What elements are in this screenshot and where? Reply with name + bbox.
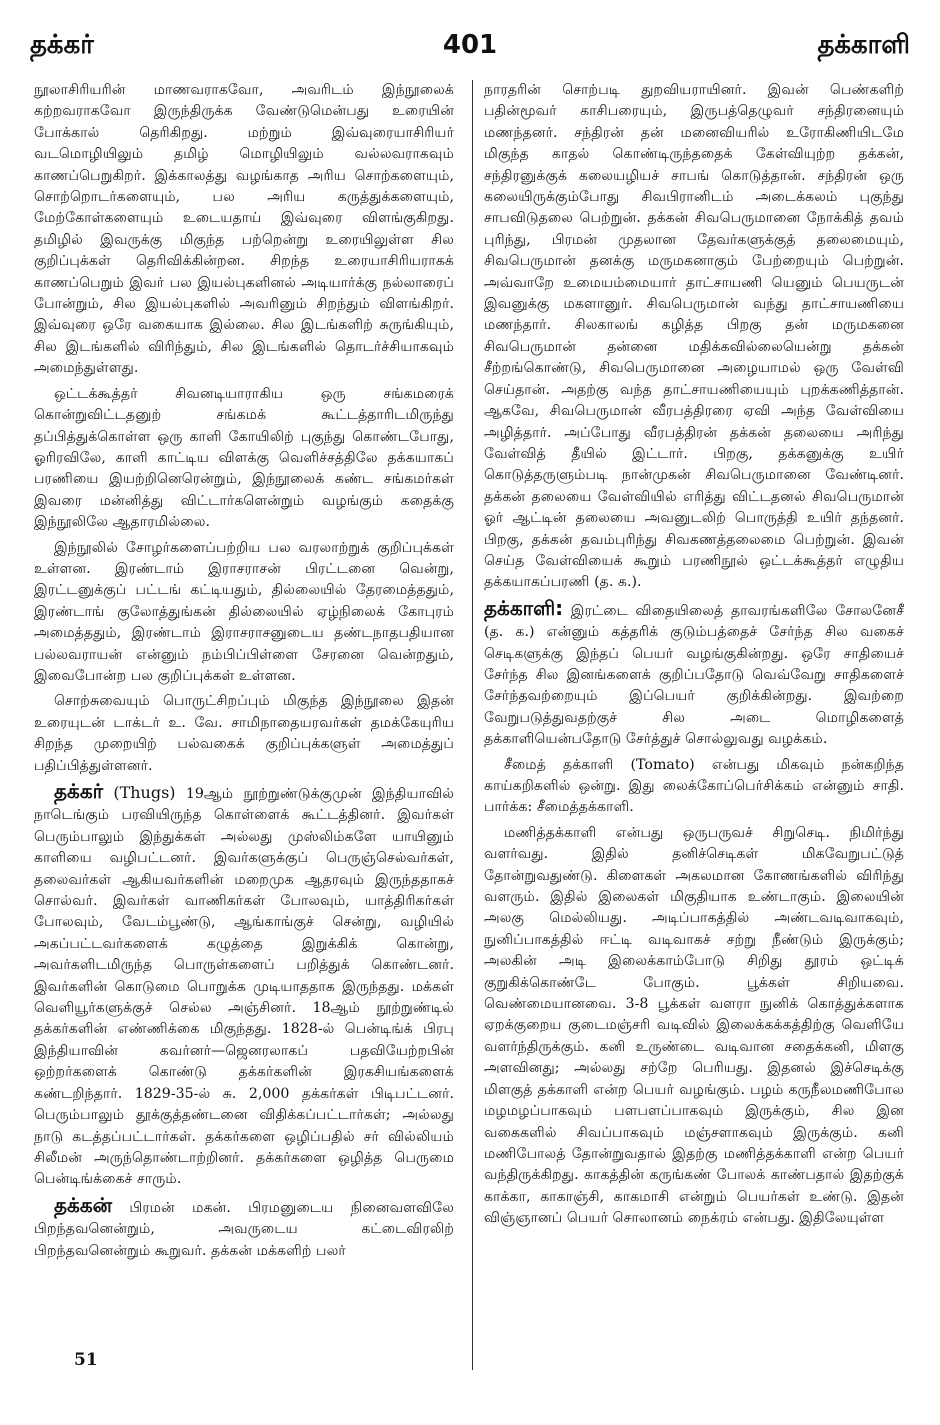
entry-term: தக்கன்	[54, 1192, 113, 1217]
entry-body: 19ஆம் நூற்றுண்டுக்குமுன் இந்தியாவில் நாடெங்கும் பரவியிருந்த கொள்ளைக் கூட்டத்தினர். இவர்கள் பெரும்பாலும் இந்துக்கள் அல்லது முஸ்லிம்களே யாயினும் காளியை வழிபட்டனர். இவர்களுக்குப் பெருஞ்செல்வர்கள், தலைவர்கள் ஆகியவர்களின் மறைமுக ஆதரவும் இருந்ததாகச் சொல்வர். இவர்கள் வாணிகர்கள் போலவும், யாத்திரிகர்கள் போலவும், வேடம்பூண்டு, ஆங்காங்குச் சென்று, வழியில் அகப்பட்டவர்களைக் கழுத்தை இறுக்கிக் கொன்று, அவர்களிடமிருந்த பொருள்களைப் பறித்துக் கொண்டனர். இவர்களின் கொடுமை பொறுக்க முடியாததாக இருந்தது. மக்கள் வெளியூர்களுக்குச் செல்ல அஞ்சினர். 18ஆம் நூற்றுண்டில் தக்கர்களின் எண்ணிக்கை மிகுந்தது. 1828-ல் பென்டிங்க் பிரபு இந்தியாவின் கவர்னர்—ஜெனரலாகப் பதவியேற்றபின் ஒற்றர்களைக் கொண்டு தக்கர்களின் இரகசியங்களைக் கண்டறிந்தார். 1829-35-ல் சு. 2,000 தக்கர்கள் பிடிபட்டனர். பெரும்பாலும் தூக்குத்தண்டனை விதிக்கப்பட்டார்கள்; அல்லது நாடு கடத்தப்பட்டார்கள். தக்கர்களை ஒழிப்பதில் சர் வில்லியம் சிலீமன் அருந்தொண்டாற்றினர். தக்கர்களை ஒழித்த பெருமை பென்டிங்க்கைச் சாரும்.	[34, 786, 454, 1188]
paragraph: நாரதரின் சொற்படி துறவியராயினர். இவன் பெண்களிற் பதின்மூவர் காசிபரையும், இருபத்தெழுவர் சந்திரனையும் மணந்தனர். சந்திரன் தன் மனைவியரில் உரோகிணியிடமே மிகுந்த காதல் கொண்டிருந்ததைக் கேள்வியுற்ற தக்கன், சந்திரனுக்குக் கலையழியச் சாபங் கொடுத்தான். சந்திரன் ஒரு கலையிருக்கும்போது சிவபிரானிடம் அடைக்கலம் புகுந்து சாபவிடுதலை பெற்றுன். தக்கன் சிவபெருமானை நோக்கித் தவம் புரிந்து, பிரமன் முதலான தேவர்களுக்குத் தலைமையும், சிவபெருமான் தனக்கு மருமகனாகும் பேற்றையும் பெற்றுன். அவ்வாறே உமையம்மையார் தாட்சாயணி யெனும் பெயருடன் இவனுக்கு மகளானுர். சிவபெருமான் வந்து தாட்சாயணியை மணந்தார். சிலகாலங் கழித்த பிறகு தன் மருமகனை சிவபெருமான் தன்னை மதிக்கவில்லையென்று தக்கன் சீற்றங்கொண்டு, சிவபெருமானை அழையாமல் ஒரு வேள்வி செய்தான். அதற்கு வந்த தாட்சாயணியையும் புறக்கணித்தான். ஆகவே, சிவபெருமான் வீரபத்திரரை ஏவி அந்த வேள்வியை அழித்தார். அப்போது வீரபத்திரன் தக்கன் தலையை அரிந்து வேள்வித் தீயில் இட்டார். பிறகு, தக்கனுக்கு உயிர் கொடுத்தருளும்படி நான்முகன் சிவபெருமானை வேண்டினர். தக்கன் தலையை வேள்வியில் எரித்து விட்டதனல் சிவபெருமான் ஓர் ஆட்டின் தலையை அவனுடலிற் பொருத்தி உயிர் தந்தனர். பிறகு, தக்கன் தவம்புரிந்து சிவகணத்தலைமை பெற்றுன். இவன் செய்த வேள்வியைக் கூறும் பரணிநூல் ஒட்டக்கூத்தர் எழுதிய தக்கயாகப்பரணி (த. க.).	[484, 82, 904, 591]
paragraph: ஒட்டக்கூத்தர் சிவனடியாராகிய ஒரு சங்கமரைக் கொன்றுவிட்டதனுற் சங்கமக் கூட்டத்தாரிடமிருந்து தப்பித்துக்கொள்ள ஒரு காளி கோயிலிற் புகுந்து கொண்டபோது, ஓரிரவிலே, காளி காட்டிய விளக்கு வெளிச்சத்திலே தக்கயாகப் பரணியை இயற்றினெரென்றும், இந்நூலைக் கண்ட சங்கமர்கள் இவரை மன்னித்து விட்டார்களென்றும் வழங்கும் கதைக்கு இந்நூலிலே ஆதாரமில்லை.	[34, 385, 454, 531]
entry-thakkan	[34, 1192, 454, 1262]
running-head-left: தக்கர்	[30, 30, 94, 60]
entry-term: தக்கர்	[54, 779, 104, 803]
entry-thugs	[34, 781, 454, 1191]
paragraph: மணித்தக்காளி என்பது ஒருபருவச் சிறுசெடி. நிமிர்ந்து வளர்வது. இதில் தனிச்செடிகள் மிகவேறுபட்டுத் தோன்றுவதுண்டு. கிளைகள் அகலமான கோணங்களில் விரிந்து வளரும். இதில் இலைகள் மிகுதியாக உண்டாகும். இலையின் அலகு மெல்லியது. அடிப்பாகத்தில் அண்டவடிவாகவும், நுனிப்பாகத்தில் ஈட்டி வடிவாகச் சற்று நீண்டும் இருக்கும்; அலகின் அடி இலைக்காம்போடு சிறிது தூரம் ஒட்டிக் குறுகிக்கொண்டே போகும். பூக்கள் சிறியவை. வெண்மையானவை. 3-8 பூக்கள் வளரா நுனிக் கொத்துக்களாக ஏறக்குறைய குடைமஞ்சரி வடிவில் இலைக்கக்கத்திற்கு வெளியே வளர்ந்திருக்கும். கனி உருண்டை வடிவான சதைக்கனி, மிளகு அளவினது; அல்லது சற்றே பெரியது. இதனல் இச்செடிக்கு மிளகுத் தக்காளி என்ற பெயர் வழங்கும். பழம் கருநீலமணிபோல மழமழப்பாகவும் பளபளப்பாகவும் இருக்கும், சில இன வகைகளில் சிவப்பாகவும் மஞ்சளாகவும் இருக்கும். கனி மணிபோலத் தோன்றுவதால் இதற்கு மணித்தக்காளி என்ற பெயர் வந்திருக்கிறது. காகத்தின் கருங்கண் போலக் காண்பதால் இதற்குக் காக்கா, காகாஞ்சி, காகமாசி என்றும் பெயர்கள் உண்டு. இதன் விஞ்ஞானப் பெயர் சொலானம் நைக்ரம் என்பது. இதிலேயுள்ள	[484, 824, 904, 1227]
entry-body: இரட்டை விதையிலைத் தாவரங்களிலே சோலனேசீ (த. க.) என்னும் கத்தரிக் குடும்பத்தைச் சேர்ந்த சில வகைச் செடிகளுக்கு இந்தப் பெயர் வழங்குகின்றது. ஒரே சாதியைச் சேர்ந்த சில இனங்களைக் குறிப்பதோடு வெவ்வேறு சாதிகளைச் சேர்ந்தவற்றையும் இப்பெயர் குறிக்கின்றது. இவற்றை வேறுபடுத்துவதற்குச் சில அடை மொழிகளைத் தக்காளியென்பதோடு சேர்த்துச் சொல்லுவது வழக்கம்.	[484, 602, 904, 748]
left-column	[34, 80, 454, 1266]
page-number: 401	[442, 30, 498, 60]
paragraph: சீமைத் தக்காளி (Tomato) என்பது மிகவும் நன்கறிந்த காய்கறிகளில் ஒன்று. இது லைக்கோப்பெர்சிக்கம் என்னும் சாதி. பார்க்க: சீமைத்தக்காளி.	[484, 756, 904, 816]
footer-signature: 51	[74, 1350, 98, 1370]
paragraph: இந்நூலில் சோழர்களைப்பற்றிய பல வரலாற்றுக் குறிப்புக்கள் உள்ளன. இரண்டாம் இராசராசன் பிரட்டனை வென்று, இரட்டனுக்குப் பட்டங் கட்டியதும், தில்லையில் தேரமைத்ததும், இரண்டாங் குலோத்துங்கன் தில்லையில் ஏழ்நிலைக் கோபுரம் அமைத்ததும், இரண்டாம் இராசராசனுடைய தண்டநாதபதியான பல்லவராயன் என்னும் நம்பிப்பிள்ளை சேரனை வென்றதும், இவைபோன்ற பல குறிப்புக்கள் உள்ளன.	[34, 539, 454, 684]
entry-tomato	[484, 595, 904, 751]
entry-term-english: (Thugs)	[113, 783, 176, 802]
entry-term: தக்காளி:	[484, 595, 564, 620]
right-column	[484, 80, 904, 1234]
running-head-right: தக்காளி	[817, 30, 910, 60]
column-divider	[472, 80, 473, 1370]
paragraph: நூலாசிரியரின் மாணவராகவோ, அவரிடம் இந்நூலைக் கற்றவராகவோ இருந்திருக்க வேண்டுமென்பது உரையின் போக்கால் தெரிகிறது. மற்றும் இவ்வுரையாசிரியர் வடமொழியிலும் தமிழ் மொழியிலும் வல்லவராகவும் காணப்பெறுகிறர். இக்காலத்து வழங்காத அரிய சொற்களையும், சொற்றொடர்களையும், பல அரிய கருத்துக்களையும், மேற்கோள்களையும் உடையதாய் இவ்வுரை விளங்குகிறது. தமிழில் இவருக்கு மிகுந்த பற்றென்று உரையிலுள்ள சில குறிப்புக்கள் தெரிவிக்கின்றன. சிறந்த உரையாசிரியராகக் காணப்பெறும் இவர் பல இயல்புகளினல் அடியார்க்கு நல்லாரைப் போன்றும், சில இயல்புகளில் அவரினும் சிறந்தும் விளங்கிறர். இவ்வுரை ஒரே வகையாக இல்லை. சில இடங்களிற் சுருங்கியும், சில இடங்களில் விரிந்தும், சில இடங்களில் தொடர்ச்சியாகவும் அமைந்துள்ளது.	[34, 82, 454, 377]
paragraph: சொற்சுவையும் பொருட்சிறப்பும் மிகுந்த இந்நூலை இதன் உரையுடன் டாக்டர் உ. வே. சாமிநாதையரவர்கள் தமக்கேயுரிய சிறந்த முறையிற் பல்வகைக் குறிப்புக்களுள் அமைத்துப் பதிப்பித்துள்ளனர்.	[34, 693, 454, 774]
entry-body: பிரமன் மகன். பிரமனுடைய நினைவளவிலே பிறந்தவனென்றும், அவருடைய கட்டைவிரலிற் பிறந்தவனென்றும் கூறுவர். தக்கன் மக்களிற் பலர்	[34, 1199, 454, 1259]
